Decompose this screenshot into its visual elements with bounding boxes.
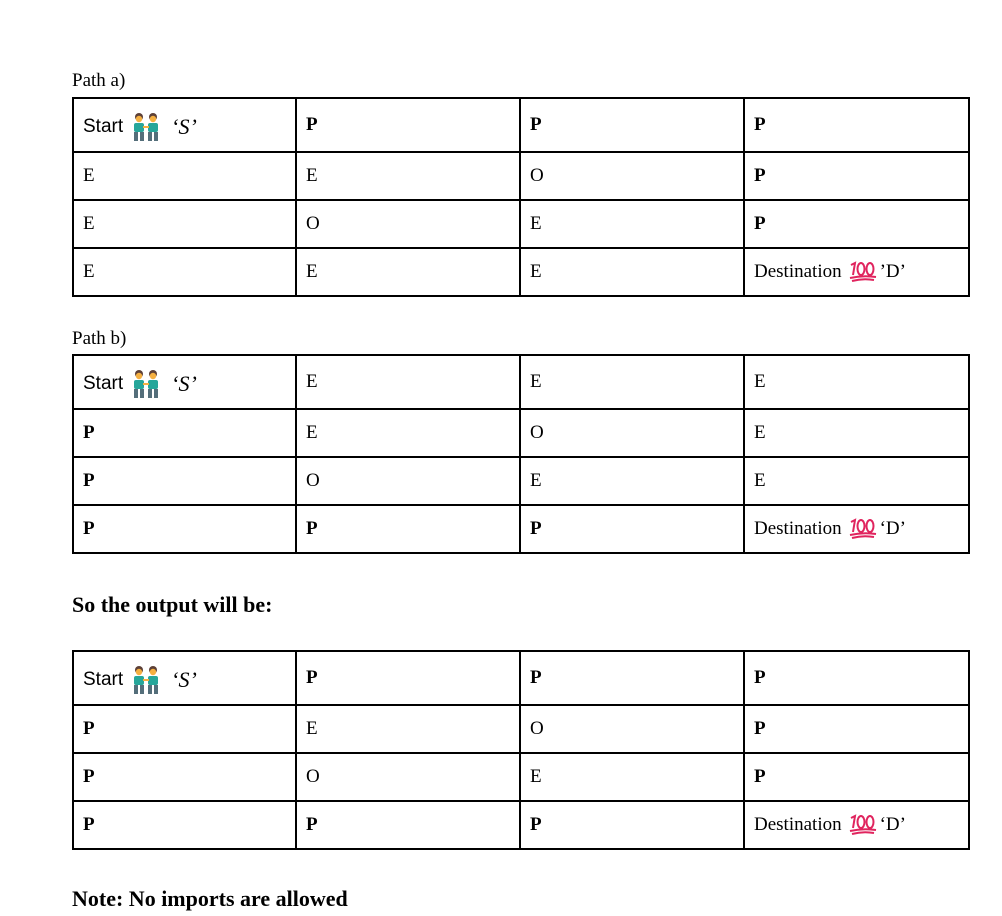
table-row (73, 248, 969, 296)
grid-cell (520, 248, 744, 296)
destination-label: Destination (754, 261, 842, 282)
start-code: ‘S’ (171, 667, 197, 692)
start-cell (73, 355, 296, 409)
cell-text: P (83, 422, 95, 443)
grid-cell (744, 409, 969, 457)
table-row (73, 505, 969, 553)
note-text: Note: No imports are allowed (72, 886, 348, 911)
grid-cell (744, 753, 969, 801)
cell-text: E (306, 718, 318, 739)
grid-cell (296, 651, 520, 705)
cell-text: P (306, 114, 318, 135)
table-row (73, 200, 969, 248)
destination-label: Destination (754, 814, 842, 835)
two-people-holding-hands-icon (129, 369, 163, 399)
cell-text: P (83, 470, 95, 491)
grid-cell (73, 409, 296, 457)
grid-cell (520, 651, 744, 705)
path-b-table (72, 354, 970, 554)
grid-cell (520, 705, 744, 753)
grid-cell (296, 505, 520, 553)
table-row (73, 152, 969, 200)
grid-cell (520, 457, 744, 505)
start-cell (73, 98, 296, 152)
cell-text: E (754, 470, 766, 491)
grid-cell (520, 355, 744, 409)
cell-text: O (306, 470, 320, 491)
cell-text: E (306, 165, 318, 186)
cell-text: E (306, 371, 318, 392)
grid-cell (744, 705, 969, 753)
grid-cell (520, 505, 744, 553)
cell-text: O (530, 422, 544, 443)
cell-text: P (754, 114, 766, 135)
table-row (73, 753, 969, 801)
grid-cell (73, 705, 296, 753)
output-table (72, 650, 970, 850)
cell-text: E (83, 213, 95, 234)
cell-text: P (83, 718, 95, 739)
cell-text: E (530, 213, 542, 234)
grid-cell (520, 409, 744, 457)
table-row (73, 651, 969, 705)
destination-code: ‘D’ (879, 814, 906, 835)
path-a-title: Path a) (72, 70, 126, 91)
grid-cell (73, 457, 296, 505)
grid-cell (73, 801, 296, 849)
cell-text: P (754, 766, 766, 787)
cell-text: P (754, 718, 766, 739)
grid-cell (744, 457, 969, 505)
start-code: ‘S’ (171, 371, 197, 396)
table-row (73, 705, 969, 753)
start-label: Start (83, 373, 124, 394)
cell-text: P (754, 667, 766, 688)
hundred-points-icon (848, 261, 878, 283)
cell-text: P (306, 667, 318, 688)
grid-cell (520, 200, 744, 248)
cell-text: O (306, 213, 320, 234)
grid-cell (73, 200, 296, 248)
grid-cell (296, 98, 520, 152)
grid-cell (744, 152, 969, 200)
grid-cell (520, 753, 744, 801)
grid-cell (296, 200, 520, 248)
start-label: Start (83, 669, 124, 690)
grid-cell (296, 409, 520, 457)
cell-text: P (83, 814, 95, 835)
cell-text: P (530, 667, 542, 688)
grid-cell (744, 98, 969, 152)
table-row (73, 801, 969, 849)
cell-text: E (530, 261, 542, 282)
two-people-holding-hands-icon (129, 665, 163, 695)
cell-text: P (530, 518, 542, 539)
cell-text: P (306, 814, 318, 835)
grid-cell (520, 801, 744, 849)
cell-text: P (754, 213, 766, 234)
cell-text: E (530, 371, 542, 392)
hundred-points-icon (848, 518, 878, 540)
grid-cell (296, 248, 520, 296)
cell-text: O (530, 165, 544, 186)
grid-cell (296, 801, 520, 849)
cell-text: P (530, 814, 542, 835)
grid-cell (73, 248, 296, 296)
cell-text: P (530, 114, 542, 135)
cell-text: P (306, 518, 318, 539)
start-label: Start (83, 116, 124, 137)
grid-cell (296, 152, 520, 200)
grid-cell (744, 355, 969, 409)
destination-cell (744, 248, 969, 296)
table-row (73, 457, 969, 505)
grid-cell (744, 200, 969, 248)
table-row (73, 409, 969, 457)
grid-cell (73, 505, 296, 553)
table-row (73, 355, 969, 409)
grid-cell (744, 651, 969, 705)
cell-text: P (83, 766, 95, 787)
start-code: ‘S’ (171, 114, 197, 139)
grid-cell (520, 152, 744, 200)
two-people-holding-hands-icon (129, 112, 163, 142)
grid-cell (73, 753, 296, 801)
cell-text: O (306, 766, 320, 787)
cell-text: E (754, 422, 766, 443)
cell-text: E (306, 422, 318, 443)
cell-text: O (530, 718, 544, 739)
destination-code: ’D’ (879, 261, 906, 282)
cell-text: E (754, 371, 766, 392)
table-row (73, 98, 969, 152)
cell-text: E (83, 165, 95, 186)
destination-cell (744, 801, 969, 849)
hundred-points-icon (848, 814, 878, 836)
destination-cell (744, 505, 969, 553)
grid-cell (296, 457, 520, 505)
cell-text: E (83, 261, 95, 282)
grid-cell (520, 98, 744, 152)
cell-text: P (83, 518, 95, 539)
output-heading: So the output will be: (72, 592, 273, 617)
path-a-table (72, 97, 970, 297)
cell-text: P (754, 165, 766, 186)
grid-cell (296, 355, 520, 409)
start-cell (73, 651, 296, 705)
cell-text: E (306, 261, 318, 282)
path-b-title: Path b) (72, 328, 127, 349)
grid-cell (296, 753, 520, 801)
destination-code: ‘D’ (879, 518, 906, 539)
grid-cell (73, 152, 296, 200)
cell-text: E (530, 470, 542, 491)
grid-cell (296, 705, 520, 753)
destination-label: Destination (754, 518, 842, 539)
cell-text: E (530, 766, 542, 787)
